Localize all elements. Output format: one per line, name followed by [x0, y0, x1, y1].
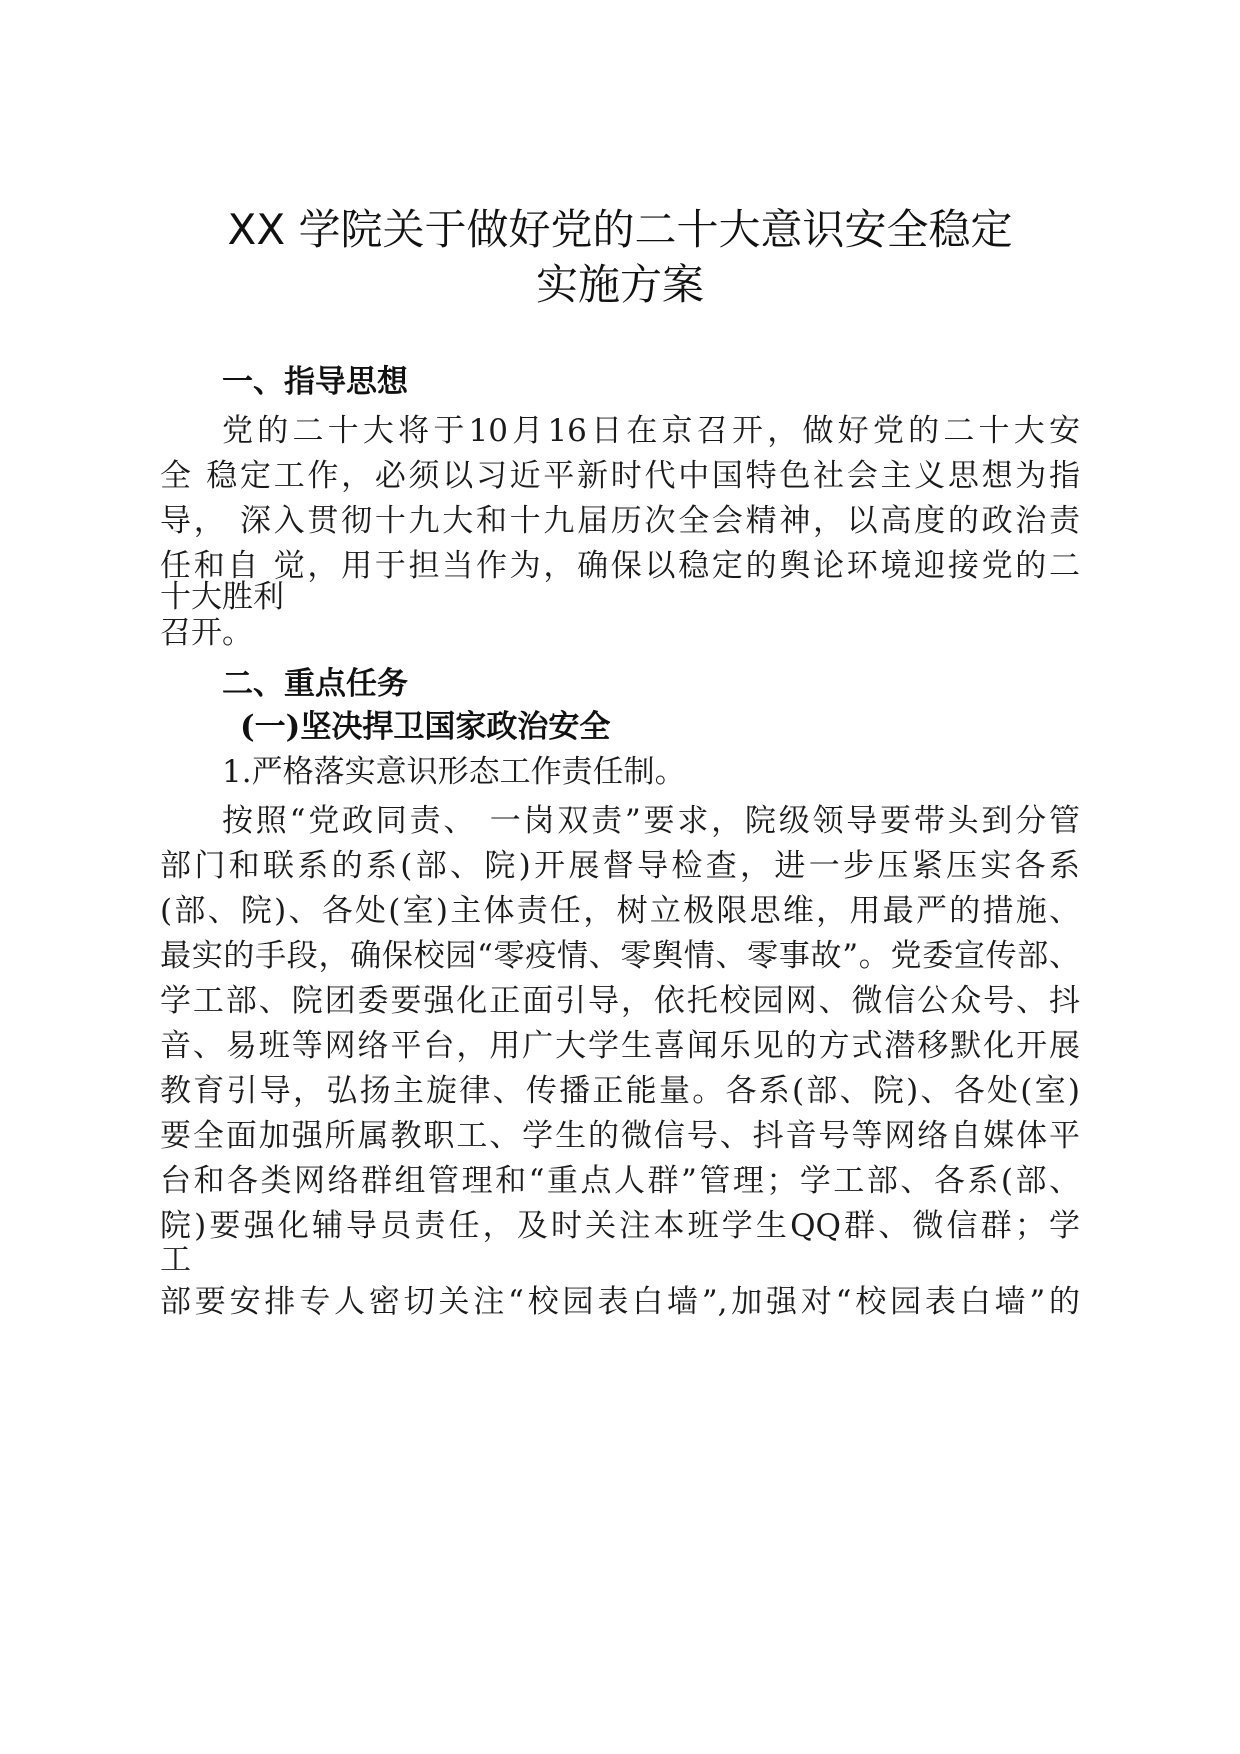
subsection-heading: (一)坚决捍卫国家政治安全 — [240, 709, 611, 745]
body-line: 院)要强化辅导员责任，及时关注本班学生QQ群、微信群；学 — [160, 1208, 1080, 1244]
body-line: 台和各类网络群组管理和“重点人群”管理；学工部、各系(部、 — [160, 1163, 1080, 1199]
body-line: 学工部、院团委要强化正面引导，依托校园网、微信公众号、抖 — [160, 983, 1080, 1019]
body-line: 导， 深入贯彻十九大和十九届历次全会精神，以高度的政治责 — [160, 503, 1080, 539]
body-line: (部、院)、各处(室)主体责任，树立极限思维，用最严的措施、 — [160, 893, 1080, 929]
body-line: 要全面加强所属教职工、学生的微信号、抖音号等网络自媒体平 — [160, 1118, 1080, 1154]
body-line: 按照“党政同责、 一岗双责”要求，院级领导要带头到分管 — [222, 803, 1080, 839]
body-line: 最实的手段，确保校园“零疫情、零舆情、零事故”。党委宣传部、 — [160, 938, 1080, 974]
body-line: 任和自 觉，用于担当作为，确保以稳定的舆论环境迎接党的二 — [160, 548, 1080, 584]
body-line: 召开。 — [160, 615, 253, 651]
body-line: 音、易班等网络平台，用广大学生喜闻乐见的方式潜移默化开展 — [160, 1028, 1080, 1064]
body-line: 教育引导，弘扬主旋律、传播正能量。各系(部、院)、各处(室) — [160, 1073, 1080, 1109]
body-line: 全 稳定工作，必须以习近平新时代中国特色社会主义思想为指 — [160, 458, 1080, 494]
document-title-line-2: 实施方案 — [535, 260, 704, 309]
body-line: 十大胜利 — [160, 579, 284, 615]
section-heading-key-tasks: 二、重点任务 — [222, 666, 408, 702]
document-title-line-1: XX 学院关于做好党的二十大意识安全稳定 — [227, 205, 1013, 254]
numbered-item: 1.严格落实意识形态工作责任制。 — [222, 754, 686, 790]
section-heading-guiding-ideology: 一、指导思想 — [222, 364, 408, 400]
body-line: 党的二十大将于10月16日在京召开，做好党的二十大安 — [222, 413, 1080, 449]
body-line: 工 — [160, 1242, 191, 1278]
body-line: 部门和联系的系(部、院)开展督导检查，进一步压紧压实各系 — [160, 848, 1080, 884]
body-line: 部要安排专人密切关注“校园表白墙”,加强对“校园表白墙”的 — [160, 1284, 1080, 1320]
